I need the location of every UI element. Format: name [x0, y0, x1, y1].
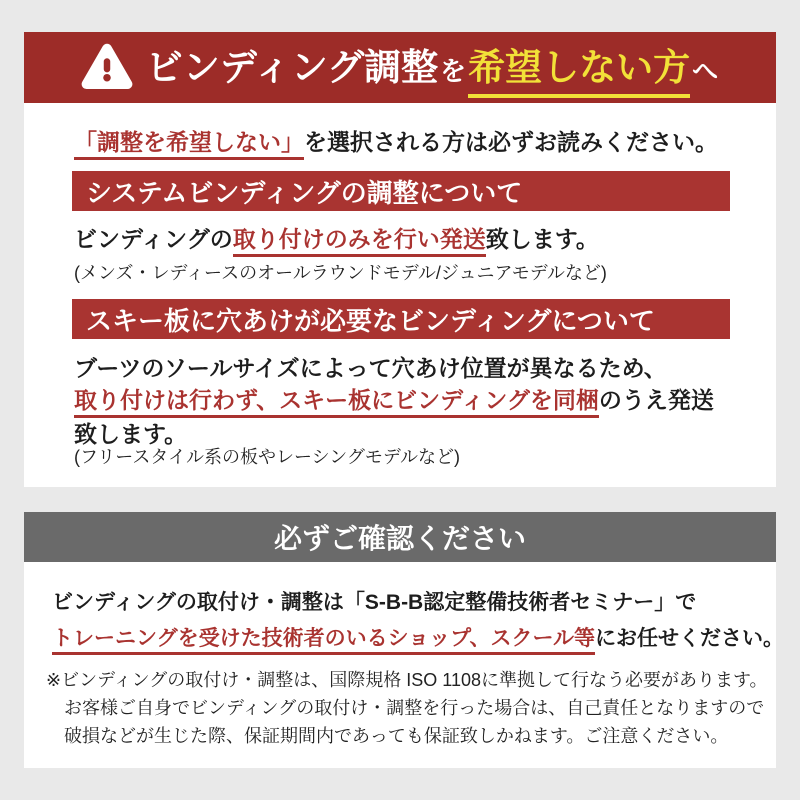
- confirm-note-3: 破損などが生じた際、保証期間内であっても保証致しかねます。ご注意ください。: [64, 726, 729, 746]
- section-drill-note: (フリースタイル系の板やレーシングモデルなど): [74, 447, 460, 467]
- warning-triangle-icon: [80, 43, 134, 93]
- confirm-banner-label: 必ずご確認ください: [273, 523, 526, 554]
- confirm-line2-post: にお任せください。: [595, 627, 785, 650]
- section-system-body: [74, 221, 599, 254]
- confirm-note-2: お客様ご自身でビンディングの取付け・調整を行った場合は、自己責任となりますので: [64, 698, 765, 718]
- warning-header-banner: [24, 32, 776, 103]
- confirm-note-1: ※ビンディングの取付け・調整は、国際規格 ISO 1108に準拠して行なう必要があります。: [46, 670, 768, 690]
- confirm-line1: ビンディングの取付け・調整は「S-B-B認定整備技術者セミナー」で: [52, 591, 697, 614]
- section-drill-line1: ブーツのソールサイズによって穴あけ位置が異なるため、: [74, 355, 667, 381]
- section-drill-line3: 致します。: [74, 421, 188, 447]
- section-drill-line2-post: のうえ発送: [598, 387, 714, 413]
- section-system-body-post: 致します。: [485, 226, 599, 252]
- intro-highlight: 「調整を希望しない」: [74, 129, 304, 160]
- section-system-heading: [72, 171, 730, 211]
- section-drill-line2-emphasis: 取り付けは行わず、スキー板にビンディングを同梱: [74, 387, 599, 418]
- section-drill-line2: [74, 382, 714, 415]
- intro-line: [74, 124, 718, 157]
- confirm-line2: [52, 622, 784, 652]
- section-drill-heading-label: スキー板に穴あけが必要なビンディングについて: [86, 305, 655, 336]
- header-title-part-1: ビンディング調整: [145, 47, 439, 88]
- section-drill-heading: [72, 299, 730, 339]
- section-system-body-emphasis: 取り付けのみを行い発送: [233, 226, 486, 257]
- header-title: [146, 37, 720, 98]
- header-title-highlight: 希望しない方: [468, 37, 690, 98]
- main-notice-box: [24, 103, 776, 487]
- confirm-banner: [24, 512, 776, 562]
- header-title-part-2: を: [440, 56, 467, 86]
- confirm-line2-emphasis: トレーニングを受けた技術者のいるショップ、スクール等: [52, 627, 595, 655]
- section-system-note: (メンズ・レディースのオールラウンドモデル/ジュニアモデルなど): [74, 263, 607, 283]
- intro-rest: を選択される方は必ずお読みください。: [304, 129, 718, 155]
- section-system-heading-label: システムビンディングの調整について: [86, 177, 523, 208]
- header-title-part-4: へ: [692, 56, 719, 86]
- confirm-notes: [46, 666, 768, 750]
- section-system-body-pre: ビンディングの: [74, 226, 233, 252]
- confirm-box: [24, 562, 785, 768]
